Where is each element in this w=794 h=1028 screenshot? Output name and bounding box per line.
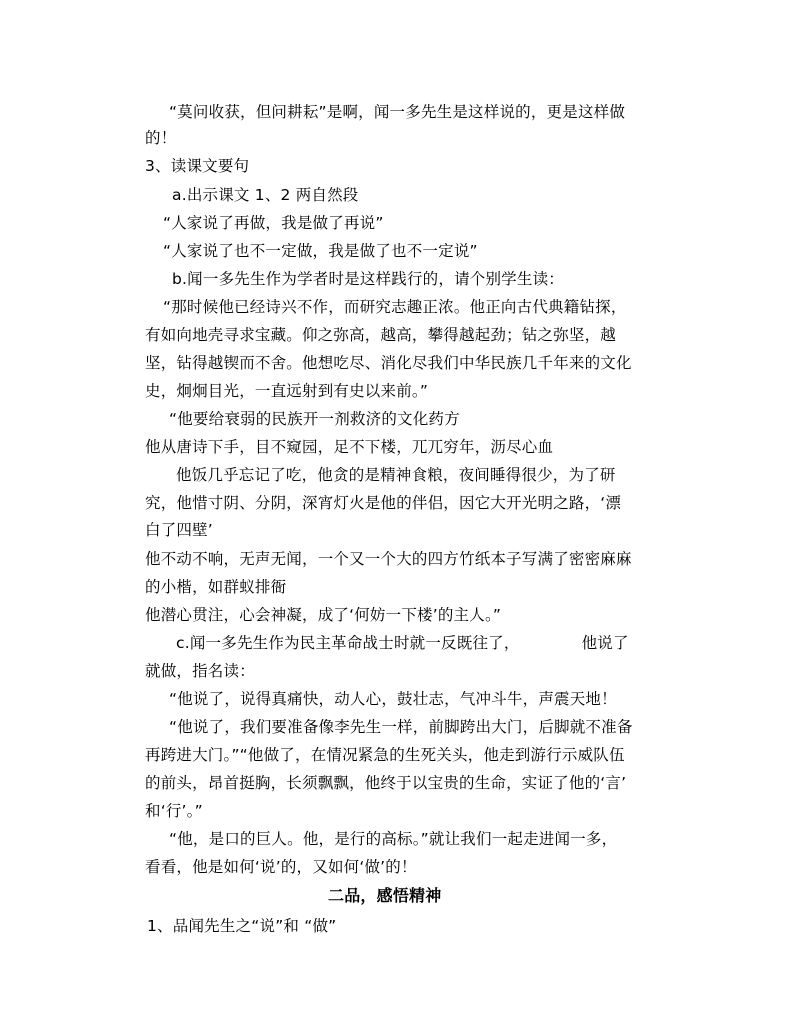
section-heading-3: 3、读课文要句 (145, 157, 250, 175)
text-line-17: 的小楷，如群蚁排衙 (145, 578, 287, 596)
text-line-27: “他，是口的巨人。他，是行的高标。”就让我们一起走进闻一多， (169, 830, 618, 848)
quote-paragraph-line-4: 史，炯炯目光，一直远射到有史以来前。” (145, 382, 429, 400)
quote-line-2: “人家说了也不一定做，我是做了也不一定说” (163, 242, 478, 260)
text-line-25: 的前头，昂首挺胸，长须飘飘，他终于以宝贵的生命，实证了他的‘言’ (145, 774, 627, 792)
text-line-15: 白了四壁’ (145, 521, 213, 539)
quote-paragraph-line-1: “那时候他已经诗兴不作，而研究志趣正浓。他正向古代典籍钻探， (163, 298, 627, 316)
section-heading: 二品，感悟精神 (328, 886, 442, 905)
sub-item-b: b.闻一多先生作为学者时是这样践行的，请个别学生读： (172, 270, 564, 288)
quote-line-3: “他要给衰弱的民族开一剂救济的文化药方 (169, 410, 460, 428)
text-line-13: 他饭几乎忘记了吃，他贪的是精神食粮，夜间睡得很少，为了研 (176, 466, 616, 484)
text-line-18: 他潜心贯注，心会神凝，成了‘何妨一下楼’的主人。” (145, 606, 502, 624)
text-line-14: 究，他惜寸阴、分阴，深宵灯火是他的伴侣，因它大开光明之路，‘漂 (145, 494, 622, 512)
sub-item-c-tail: 他说了 (581, 634, 629, 652)
quote-line-4: “他说了，说得真痛快，动人心，鼓壮志，气冲斗牛，声震天地！ (169, 690, 617, 708)
sub-item-a: a.出示课文 1、2 两自然段 (172, 186, 359, 204)
section-item-1: 1、品闻先生之“说”和 “做” (147, 917, 337, 935)
text-line-12: 他从唐诗下手，目不窥园，足不下楼，兀兀穷年，沥尽心血 (145, 438, 554, 456)
text-line-16: 他不动不响，无声无闻，一个又一个大的四方竹纸本子写满了密密麻麻 (145, 550, 632, 568)
quote-line-1: “人家说了再做，我是做了再说” (163, 214, 384, 232)
sub-item-c-text: c.闻一多先生作为民主革命战士时就一反既往了， (176, 634, 520, 652)
quote-line-5: “他说了，我们要准备像李先生一样，前脚跨出大门，后脚就不准备 (169, 718, 633, 736)
quote-paragraph-line-3: 坚，钻得越锲而不舍。他想吃尽、消化尽我们中华民族几千年来的文化 (145, 354, 632, 372)
quote-paragraph-line-2: 有如向地壳寻求宝藏。仰之弥高，越高，攀得越起劲；钻之弥坚，越 (145, 326, 617, 344)
text-line-24: 再跨进大门。”“他做了，在情况紧急的生死关头，他走到游行示威队伍 (145, 746, 625, 764)
text-line-28: 看看，他是如何‘说’的，又如何‘做’的！ (145, 858, 417, 876)
text-line-21: 就做，指名读： (145, 662, 255, 680)
paragraph-line-1: “莫问收获，但问耕耘”是啊，闻一多先生是这样说的，更是这样做 (169, 103, 626, 121)
text-line-26: 和‘行’。” (145, 802, 203, 820)
sub-item-c (176, 632, 629, 654)
paragraph-line-2: 的！ (145, 129, 177, 147)
